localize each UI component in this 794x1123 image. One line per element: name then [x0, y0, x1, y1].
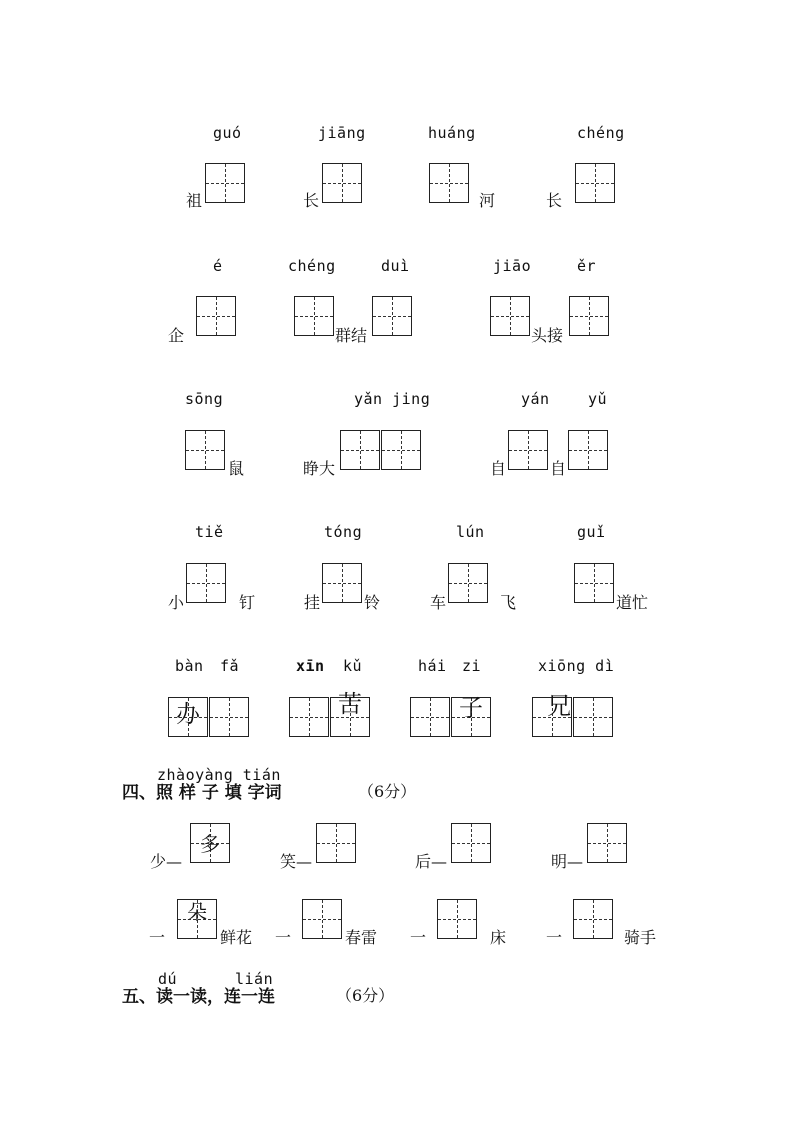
- write-box[interactable]: [322, 563, 362, 603]
- write-box[interactable]: [316, 823, 356, 863]
- char-ding: 钉: [239, 593, 256, 612]
- word-ming: 明—: [551, 852, 584, 871]
- write-box[interactable]: [294, 296, 334, 336]
- write-box-filled[interactable]: [451, 694, 491, 737]
- char-daomang: 道忙: [616, 593, 649, 612]
- char-shu: 鼠: [228, 459, 245, 478]
- pinyin-xin: xīn: [296, 657, 325, 675]
- write-box[interactable]: [429, 163, 469, 203]
- char-zi1: 自: [490, 459, 507, 478]
- write-box[interactable]: [437, 899, 477, 939]
- write-box[interactable]: [205, 163, 245, 203]
- write-box[interactable]: [381, 430, 421, 470]
- char-xiao: 小: [168, 593, 185, 612]
- ruby-lian: lián: [235, 970, 274, 988]
- example-char: 朵: [187, 900, 207, 924]
- word-chuang: 床: [490, 928, 507, 947]
- write-box[interactable]: [575, 163, 615, 203]
- write-box-filled[interactable]: [532, 692, 572, 737]
- write-box[interactable]: [289, 697, 329, 737]
- write-box[interactable]: [372, 296, 412, 336]
- pinyin-tie: tiě: [195, 523, 224, 541]
- char-toujie: 头接: [531, 326, 564, 345]
- word-shao: 少—: [150, 852, 183, 871]
- write-box-filled[interactable]: [177, 899, 217, 939]
- write-box[interactable]: [302, 899, 342, 939]
- write-box[interactable]: [185, 430, 225, 470]
- write-box[interactable]: [209, 697, 249, 737]
- pinyin-tong: tóng: [324, 523, 363, 541]
- example-char: 兄: [547, 692, 571, 720]
- pinyin-er: ěr: [577, 257, 597, 275]
- pinyin-cheng2: chéng: [288, 257, 336, 275]
- pinyin-zi: zi: [462, 657, 482, 675]
- pinyin-xiongdi: xiōng dì: [538, 657, 615, 675]
- write-box[interactable]: [448, 563, 488, 603]
- example-char: 苦: [338, 690, 362, 718]
- write-box[interactable]: [568, 430, 608, 470]
- pinyin-song: sōng: [185, 390, 224, 408]
- word-qishou: 骑手: [624, 928, 657, 947]
- section5-title: 五、读一读，连一连: [122, 987, 275, 1007]
- pinyin-ban: bàn: [175, 657, 204, 675]
- write-box[interactable]: [490, 296, 530, 336]
- pinyin-lun: lún: [456, 523, 485, 541]
- pinyin-fa: fǎ: [220, 657, 240, 675]
- example-char: 多: [200, 832, 220, 856]
- prefix-yi: 一: [149, 928, 166, 947]
- char-he: 河: [479, 191, 496, 210]
- write-box[interactable]: [410, 697, 450, 737]
- char-chang2: 长: [546, 191, 563, 210]
- char-qunjie: 群结: [335, 326, 368, 345]
- char-qi: 企: [168, 326, 185, 345]
- word-chunlei: 春雷: [345, 928, 378, 947]
- example-char: 办: [176, 700, 200, 728]
- pinyin-ku: kǔ: [343, 657, 363, 675]
- pinyin-hai: hái: [418, 657, 447, 675]
- example-char: 子: [459, 694, 483, 722]
- prefix-yi: 一: [275, 928, 292, 947]
- pinyin-dui: duì: [381, 257, 410, 275]
- pinyin-cheng: chéng: [577, 124, 625, 142]
- write-box-filled[interactable]: [168, 697, 208, 737]
- section4-ruby: zhàoyàng tián: [157, 766, 281, 784]
- pinyin-huang: huáng: [428, 124, 476, 142]
- write-box[interactable]: [451, 823, 491, 863]
- section4-title: 四、照 样 子 填 字词: [122, 783, 282, 803]
- section4-score: （6分）: [358, 782, 417, 801]
- pinyin-jiao: jiāo: [493, 257, 532, 275]
- pinyin-e: é: [213, 257, 223, 275]
- write-box[interactable]: [508, 430, 548, 470]
- write-box[interactable]: [569, 296, 609, 336]
- write-box[interactable]: [574, 563, 614, 603]
- section5-score: （6分）: [336, 986, 395, 1005]
- write-box-filled[interactable]: [190, 823, 230, 863]
- pinyin-jiang: jiāng: [318, 124, 366, 142]
- prefix-yi: 一: [546, 928, 563, 947]
- char-zhengda: 睁大: [303, 459, 336, 478]
- ruby-du: dú: [158, 970, 178, 988]
- char-chang: 长: [303, 191, 320, 210]
- pinyin-yan: yán: [521, 390, 550, 408]
- char-zu: 祖: [186, 191, 203, 210]
- write-box[interactable]: [322, 163, 362, 203]
- word-hou: 后—: [415, 852, 448, 871]
- write-box[interactable]: [573, 899, 613, 939]
- word-xiao: 笑—: [280, 852, 313, 871]
- char-zi2: 自: [550, 459, 567, 478]
- write-box-filled[interactable]: [330, 690, 370, 737]
- char-fei: 飞: [500, 593, 517, 612]
- word-xianhua: 鲜花: [220, 928, 253, 947]
- write-box[interactable]: [573, 697, 613, 737]
- pinyin-yanjing: yǎn jing: [354, 390, 431, 408]
- char-che: 车: [430, 593, 447, 612]
- pinyin-guo: guó: [213, 124, 242, 142]
- pinyin-yu: yǔ: [588, 390, 608, 408]
- char-gua: 挂: [304, 593, 321, 612]
- prefix-yi: 一: [410, 928, 427, 947]
- write-box[interactable]: [587, 823, 627, 863]
- pinyin-gui: guǐ: [577, 523, 606, 541]
- char-ling: 铃: [364, 593, 381, 612]
- write-box[interactable]: [340, 430, 380, 470]
- write-box[interactable]: [196, 296, 236, 336]
- write-box[interactable]: [186, 563, 226, 603]
